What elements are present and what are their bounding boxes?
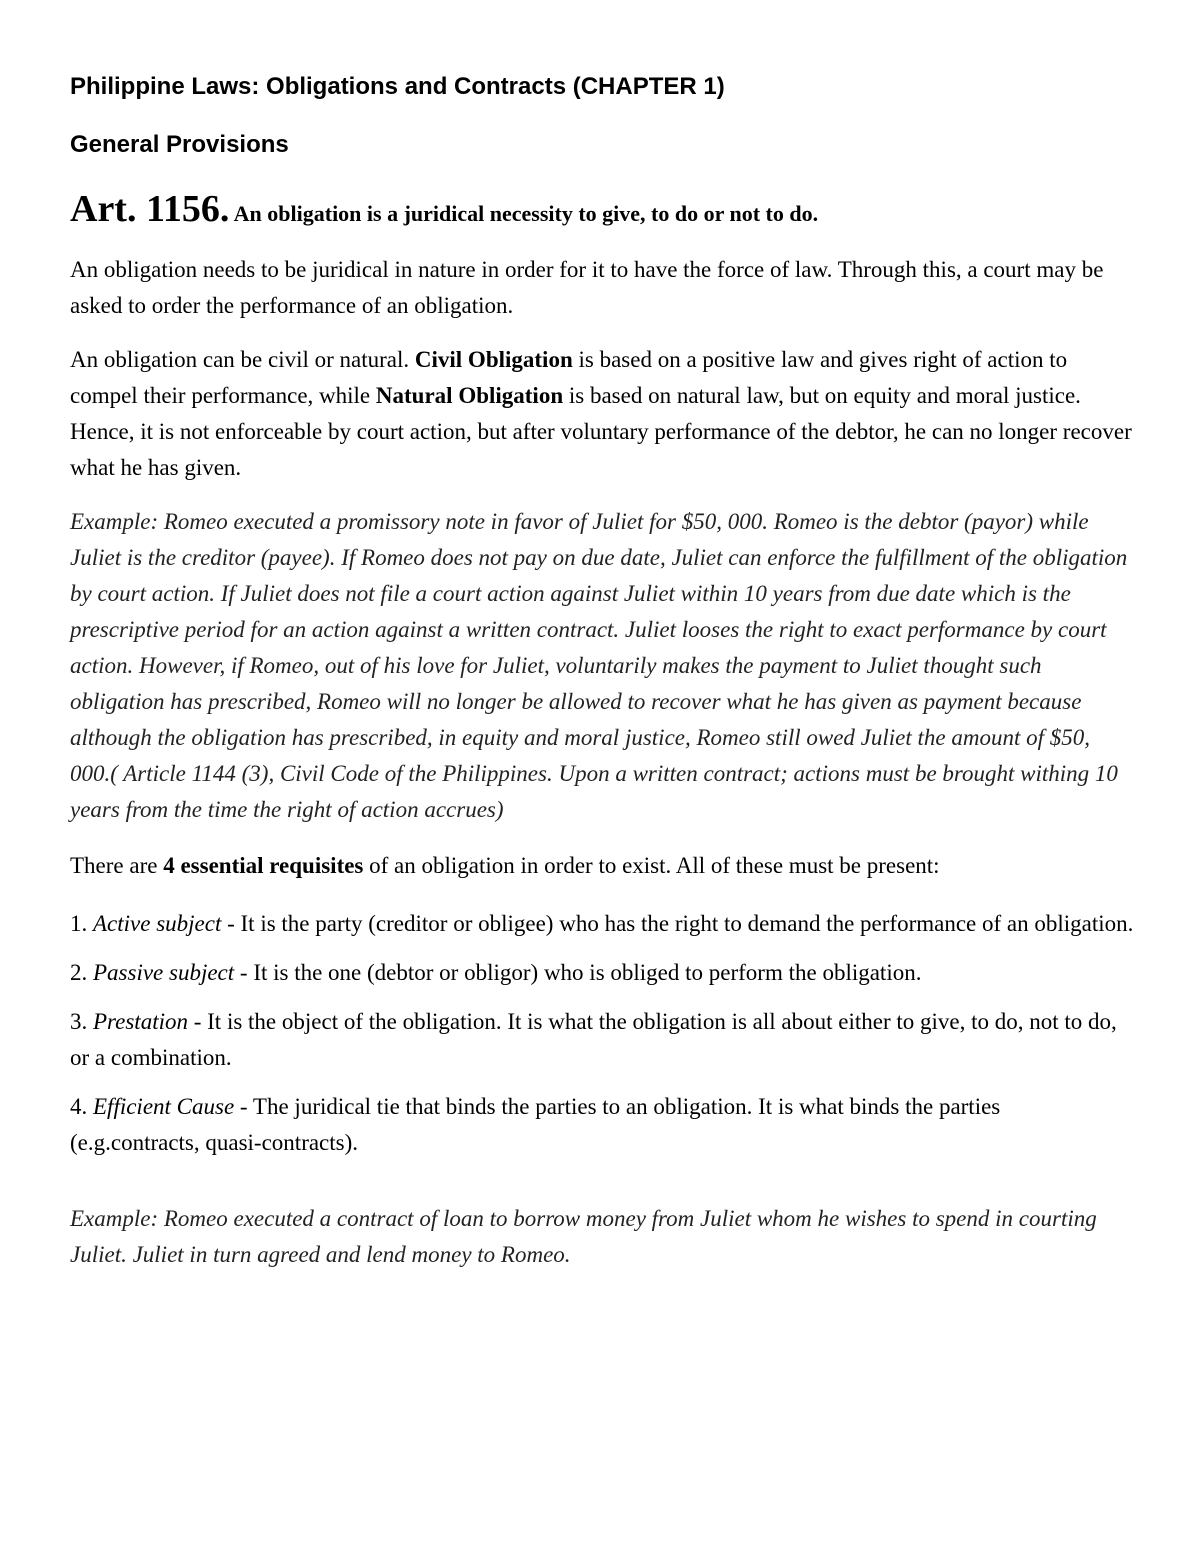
list-item	[70, 1004, 1135, 1076]
civil-obligation-term: Civil Obligation	[414, 347, 573, 372]
list-number: 3.	[70, 1009, 93, 1034]
list-text: - It is the object of the obligation. It is what the obligation is all about either to give, to do, not to do, or a combination.	[70, 1009, 1117, 1070]
list-number: 1.	[70, 911, 93, 936]
example-contract-of-loan: Example: Romeo executed a contract of loan to borrow money from Juliet whom he wishes to spend in courting Juliet. Juliet in turn agreed and lend money to Romeo.	[70, 1206, 1097, 1267]
list-number: 4.	[70, 1094, 93, 1119]
article-text: An obligation is a juridical necessity to give, to do or not to do.	[229, 201, 819, 226]
paragraph-text: There are	[70, 853, 164, 878]
list-term: Passive subject	[93, 960, 235, 985]
document-title: Philippine Laws: Obligations and Contracts (CHAPTER 1)	[70, 73, 725, 100]
article-heading	[70, 186, 1135, 240]
list-text: - It is the party (creditor or obligee) who has the right to demand the performance of an obligation.	[221, 911, 1134, 936]
natural-obligation-term: Natural Obligation	[375, 383, 564, 408]
list-term: Efficient Cause	[93, 1094, 235, 1119]
list-text: - The juridical tie that binds the parties to an obligation. It is what binds the parties (e.g.contracts, quasi-contracts).	[70, 1094, 1001, 1155]
example-promissory-note: Example: Romeo executed a promissory note in favor of Juliet for $50, 000. Romeo is the debtor (payor) while Juliet is the creditor (payee). If Romeo does not pay on due date, Juliet can enforce the fulfillment of the obligation by court action. If Juliet does not file a court action against Juliet within 10 years from due date which is the prescriptive period for an action against a written contract. Juliet looses the right to exact performance by court action. However, if Romeo, out of his love for Juliet, voluntarily makes the payment to Juliet thought such obligation has prescribed, Romeo will no longer be allowed to recover what he has given as payment because although the obligation has prescribed, in equity and moral justice, Romeo still owed Juliet the amount of $50, 000.( Article 1144 (3), Civil Code of the Philippines. Upon a written contract; actions must be brought withing 10 years from the time the right of action accrues)	[70, 509, 1128, 822]
list-item	[70, 955, 1135, 991]
paragraph-civil-natural	[70, 342, 1135, 486]
essential-requisites-term: 4 essential requisites	[163, 853, 364, 878]
article-number: Art. 1156.	[70, 188, 230, 230]
paragraph-text: An obligation can be civil or natural.	[70, 347, 415, 372]
paragraph-text: of an obligation in order to exist. All of these must be present:	[363, 853, 940, 878]
paragraph-juridical: An obligation needs to be juridical in nature in order for it to have the force of law. Through this, a court may be asked to order the performance of an obligation.	[70, 257, 1104, 318]
list-text: - It is the one (debtor or obligor) who is obliged to perform the obligation.	[234, 960, 922, 985]
document-page	[70, 60, 1135, 1273]
list-item	[70, 906, 1135, 942]
paragraph-text: is based on natural law, but on equity and moral justice. Hence, it is not enforceable by court action, but after voluntary performance of the debtor, he can no longer recover what he has given.	[70, 383, 1132, 480]
requisites-intro	[70, 848, 1135, 884]
paragraph-text: is based on a positive law and gives right of action to compel their performance, while	[70, 347, 1068, 408]
section-title: General Provisions	[70, 131, 289, 158]
list-term: Prestation	[93, 1009, 188, 1034]
list-item	[70, 1089, 1135, 1161]
list-number: 2.	[70, 960, 93, 985]
list-term: Active subject	[93, 911, 222, 936]
